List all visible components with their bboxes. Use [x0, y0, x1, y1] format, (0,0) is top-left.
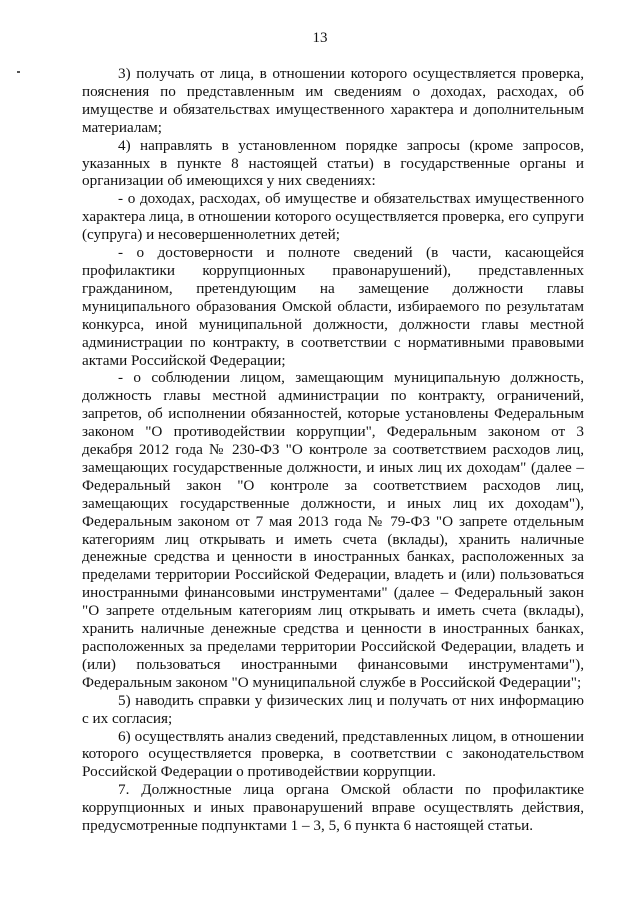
paragraph-item-5: 5) наводить справки у физических лиц и получать от них информацию с их согласия; [82, 691, 584, 727]
paragraph-item-3: 3) получать от лица, в отношении которого осуществляется проверка, пояснения по представленным им сведениям о доходах, расходах, об имуществе и обязательствах имущественного характера и дополнительным материалам; [82, 65, 584, 136]
paragraph-clause-7: 7. Должностные лица органа Омской области по профилактике коррупционных и иных правонарушений вправе осуществлять действия, предусмотренные подпунктами 1 – 3, 5, 6 пункта 6 настоящей статьи. [82, 781, 584, 835]
paragraph-item-6: 6) осуществлять анализ сведений, представленных лицом, в отношении которого осуществляется проверка, в соответствии с законодательством Российской Федерации о противодействии коррупции. [82, 727, 584, 781]
margin-mark [17, 71, 20, 73]
document-body [82, 65, 584, 835]
paragraph-subitem-reliability: - о достоверности и полноте сведений (в части, касающейся профилактики коррупционных правонарушений), представленных гражданином, претендующим на замещение должности главы муниципального образования Омской области, избираемого по результатам конкурса, иной муниципальной должности, должности главы местной администрации по контракту, в соответствии с нормативными правовыми актами Российской Федерации; [82, 244, 584, 369]
paragraph-subitem-income: - о доходах, расходах, об имуществе и обязательствах имущественного характера лица, в отношении которого осуществляется проверка, его супруги (супруга) и несовершеннолетних детей; [82, 190, 584, 244]
page-number: 13 [312, 30, 328, 46]
paragraph-item-4: 4) направлять в установленном порядке запросы (кроме запросов, указанных в пункте 8 настоящей статьи) в государственные органы и организации об имеющихся у них сведениях: [82, 136, 584, 190]
paragraph-subitem-compliance: - о соблюдении лицом, замещающим муниципальную должность, должность главы местной администрации по контракту, ограничений, запретов, об исполнении обязанностей, которые установлены Федеральным законом "О противодействии коррупции", Федеральным законом от 3 декабря 2012 года № 230-ФЗ "О контроле за соответствием расходов лиц, замещающих государственные должности, и иных лиц их доходам" (далее – Федеральный закон "О контроле за соответствием расходов лиц, замещающих государственные должности, и иных лиц их доходам"), Федеральным законом от 7 мая 2013 года № 79-ФЗ "О запрете отдельным категориям лиц открывать и иметь счета (вклады), хранить наличные денежные средства и ценности в иностранных банках, расположенных за пределами территории Российской Федерации, владеть и (или) пользоваться иностранными финансовыми инструментами" (далее – Федеральный закон "О запрете отдельным категориям лиц открывать и иметь счета (вклады), хранить наличные денежные средства и ценности в иностранных банках, расположенных за пределами территории Российской Федерации, владеть и (или) пользоваться иностранными финансовыми инструментами"), Федеральным законом "О муниципальной службе в Российской Федерации"; [82, 369, 584, 691]
